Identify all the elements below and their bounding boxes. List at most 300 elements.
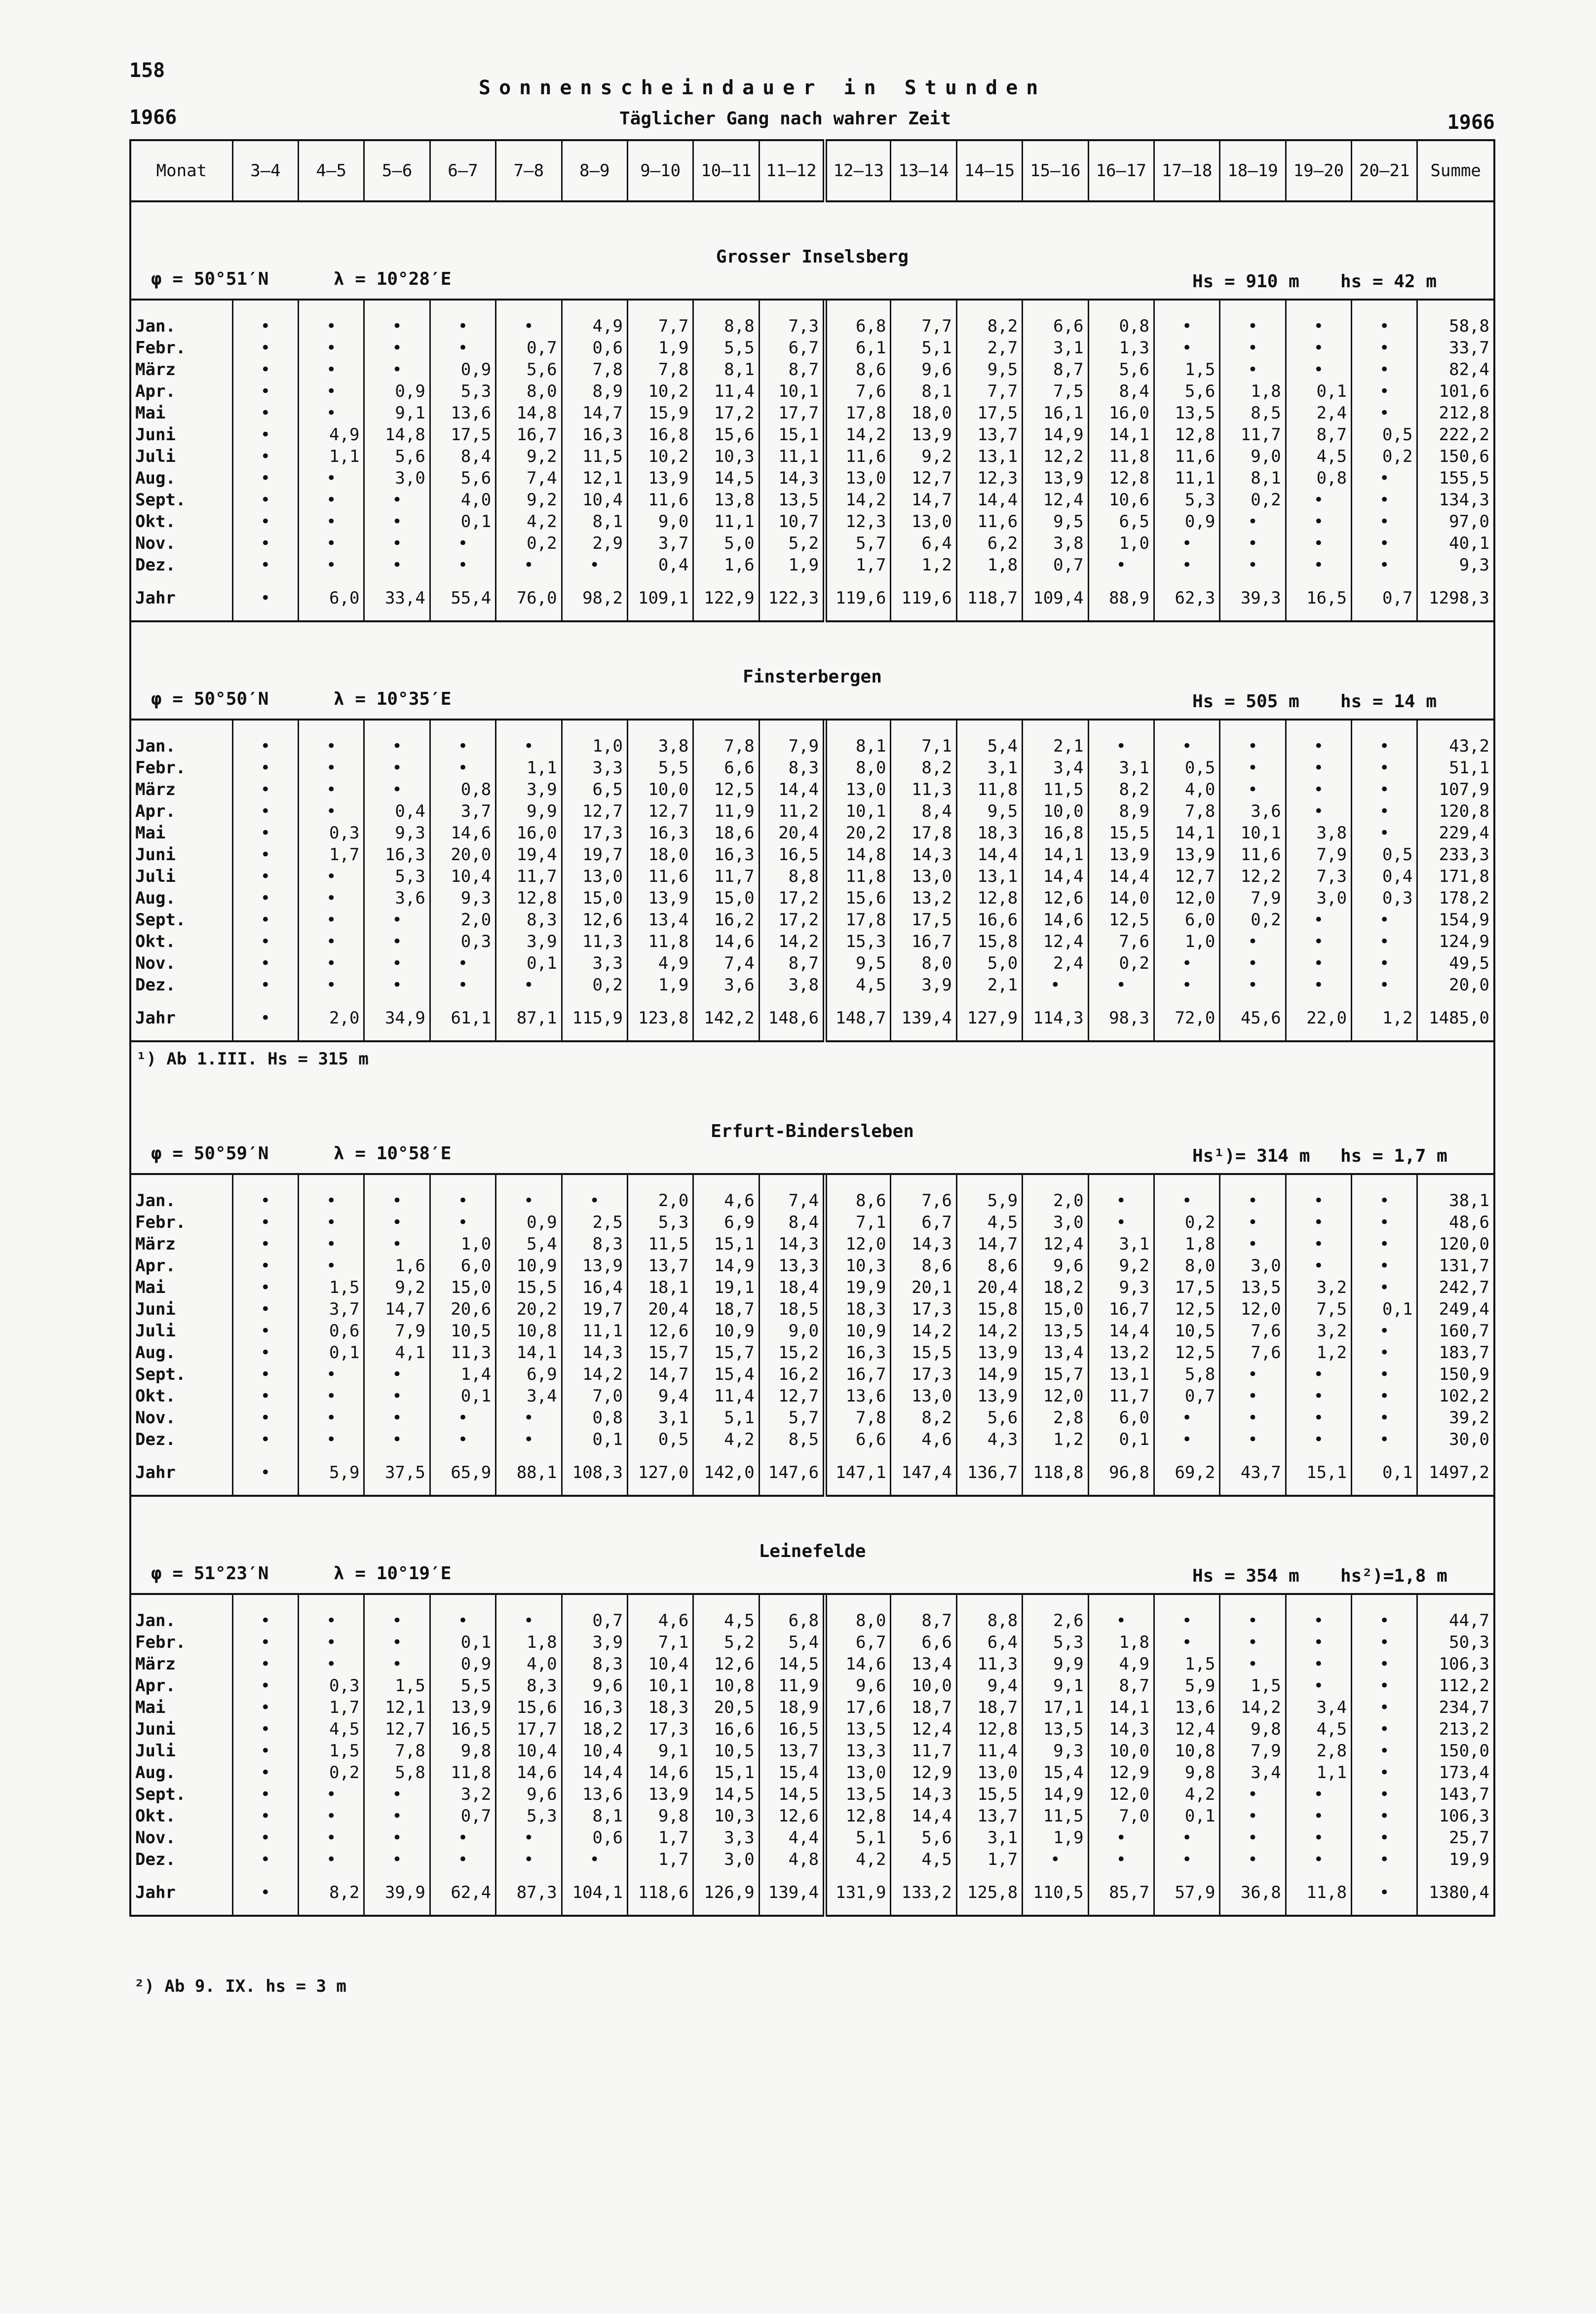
data-cell: 127,9 [956, 996, 1022, 1041]
data-cell: 6,8 [759, 1610, 825, 1631]
data-cell: 14,3 [759, 467, 825, 489]
data-cell: 13,5 [825, 1783, 891, 1805]
data-cell: 15,4 [759, 1762, 825, 1783]
data-cell: 16,8 [627, 424, 693, 446]
station-section [131, 1497, 1493, 1917]
data-cell: • [430, 735, 495, 757]
data-cell: 1,8 [1088, 1631, 1154, 1653]
data-cell: 120,8 [1417, 800, 1493, 822]
data-cell: 1,0 [1088, 532, 1154, 554]
data-cell: 5,5 [627, 757, 693, 779]
data-cell: • [232, 844, 298, 866]
data-cell: 13,4 [627, 909, 693, 931]
data-cell: 4,6 [693, 1190, 759, 1212]
data-cell: 150,9 [1417, 1364, 1493, 1385]
data-cell: 14,2 [759, 931, 825, 952]
row-label: Juli [135, 447, 176, 466]
data-cell: • [562, 1849, 627, 1870]
data-cell: • [1154, 532, 1219, 554]
data-cell: • [232, 1385, 298, 1407]
stations-container [131, 202, 1493, 1917]
month-row [131, 554, 1493, 576]
data-cell: 5,3 [1023, 1631, 1088, 1653]
data-cell: 4,3 [956, 1429, 1022, 1450]
data-cell: • [232, 1697, 298, 1718]
data-cell: 15,7 [693, 1342, 759, 1364]
data-cell: 114,3 [1023, 996, 1088, 1041]
data-cell: • [1286, 1675, 1351, 1697]
data-cell: 1,5 [1220, 1675, 1286, 1697]
data-cell: • [232, 1364, 298, 1385]
data-cell: 10,2 [627, 380, 693, 402]
data-cell: • [1286, 1805, 1351, 1827]
data-cell: • [1286, 1849, 1351, 1870]
data-cell: • [1352, 1849, 1417, 1870]
data-cell: 142,2 [693, 996, 759, 1041]
data-cell: 11,7 [1088, 1385, 1154, 1407]
data-cell: 118,7 [956, 576, 1022, 621]
month-row [131, 931, 1493, 952]
data-cell: 6,2 [956, 532, 1022, 554]
month-row [131, 424, 1493, 446]
data-cell: 88,9 [1088, 576, 1154, 621]
data-cell: 4,5 [1286, 1718, 1351, 1740]
row-label: Juli [135, 1321, 176, 1341]
data-cell: 5,4 [759, 1631, 825, 1653]
data-cell: 119,6 [825, 576, 891, 621]
month-row [131, 844, 1493, 866]
data-cell: 14,4 [1023, 866, 1088, 887]
data-cell: 115,9 [562, 996, 627, 1041]
data-cell: • [496, 315, 562, 337]
data-cell: 8,4 [1088, 380, 1154, 402]
data-cell: 1,4 [430, 1364, 495, 1385]
data-cell: 0,7 [1023, 554, 1088, 576]
month-row [131, 1429, 1493, 1450]
data-cell: 1,7 [627, 1827, 693, 1849]
month-row [131, 1407, 1493, 1429]
data-cell: 62,3 [1154, 576, 1219, 621]
data-cell: 13,5 [1023, 1718, 1088, 1740]
data-cell: • [430, 1610, 495, 1631]
data-cell: 12,8 [825, 1805, 891, 1827]
row-label: Sept. [135, 910, 186, 930]
data-cell: 20,4 [627, 1298, 693, 1320]
column-header: 15–16 [1023, 140, 1088, 201]
data-cell: 17,3 [891, 1298, 956, 1320]
row-label: März [135, 1654, 176, 1674]
data-cell: 4,8 [759, 1849, 825, 1870]
data-cell: 18,6 [693, 822, 759, 844]
data-cell: • [496, 1407, 562, 1429]
data-cell: 4,0 [1154, 779, 1219, 800]
data-cell: • [1286, 735, 1351, 757]
data-cell: 9,0 [1220, 446, 1286, 467]
data-cell: • [364, 1190, 430, 1212]
data-cell: 18,7 [693, 1298, 759, 1320]
data-cell: 11,8 [1286, 1870, 1351, 1916]
data-cell: 136,7 [956, 1450, 1022, 1496]
data-cell: 9,3 [1023, 1740, 1088, 1762]
data-cell: 0,7 [1352, 576, 1417, 621]
data-cell: 0,9 [1154, 511, 1219, 532]
data-cell: 14,8 [825, 844, 891, 866]
month-row [131, 735, 1493, 757]
station-name: Finsterbergen [743, 667, 882, 687]
data-cell: 12,5 [693, 779, 759, 800]
data-cell: 20,4 [759, 822, 825, 844]
data-cell: 118,6 [627, 1870, 693, 1916]
row-label: Aug. [135, 1343, 176, 1363]
data-cell: 9,2 [364, 1277, 430, 1298]
data-cell: • [299, 800, 364, 822]
data-cell: • [1286, 909, 1351, 931]
data-cell: 9,6 [1023, 1255, 1088, 1277]
data-cell: 5,9 [956, 1190, 1022, 1212]
row-label: Febr. [135, 1213, 186, 1232]
latitude: φ = 50°59′N [151, 1143, 269, 1164]
data-cell: • [299, 1653, 364, 1675]
data-cell: 1,8 [956, 554, 1022, 576]
data-cell: 0,3 [299, 822, 364, 844]
longitude: λ = 10°19′E [334, 1563, 452, 1584]
data-cell: 37,5 [364, 1450, 430, 1496]
data-cell: • [430, 1849, 495, 1870]
data-cell: 0,1 [299, 1342, 364, 1364]
data-cell: 13,9 [1023, 467, 1088, 489]
column-header: 4–5 [299, 140, 364, 201]
data-cell: • [232, 735, 298, 757]
month-row [131, 1675, 1493, 1697]
month-row [131, 1298, 1493, 1320]
data-cell: • [1154, 735, 1219, 757]
data-cell: • [1286, 554, 1351, 576]
data-cell: 4,0 [430, 489, 495, 511]
data-cell: • [1220, 554, 1286, 576]
data-cell: 4,6 [891, 1429, 956, 1450]
data-cell: 14,8 [364, 424, 430, 446]
data-cell: 14,6 [825, 1653, 891, 1675]
sensor-height: hs = 1,7 m [1340, 1146, 1447, 1166]
data-cell: 14,2 [891, 1320, 956, 1342]
data-cell: 14,5 [693, 467, 759, 489]
column-header: 19–20 [1286, 140, 1351, 201]
data-cell: 5,4 [956, 735, 1022, 757]
data-cell: 9,1 [1023, 1675, 1088, 1697]
data-cell: 4,9 [1088, 1653, 1154, 1675]
data-cell: • [496, 554, 562, 576]
data-cell: 15,5 [1088, 822, 1154, 844]
data-cell: 10,0 [1088, 1740, 1154, 1762]
data-cell: 13,9 [627, 1783, 693, 1805]
data-cell: 14,1 [1088, 424, 1154, 446]
data-cell: 98,2 [562, 576, 627, 621]
data-cell: 12,0 [1023, 1385, 1088, 1407]
data-cell: 7,1 [825, 1212, 891, 1233]
data-cell: 85,7 [1088, 1870, 1154, 1916]
data-cell: 8,8 [693, 315, 759, 337]
data-cell: 13,0 [562, 866, 627, 887]
data-cell: • [1352, 467, 1417, 489]
data-cell: • [1286, 1653, 1351, 1675]
data-cell: 7,8 [627, 359, 693, 380]
data-cell: 50,3 [1417, 1631, 1493, 1653]
data-cell: 10,2 [627, 446, 693, 467]
data-cell: 4,2 [1154, 1783, 1219, 1805]
month-row [131, 1320, 1493, 1342]
data-cell: • [1220, 1212, 1286, 1233]
data-cell: • [232, 800, 298, 822]
data-cell: • [299, 554, 364, 576]
data-cell: • [1352, 380, 1417, 402]
data-cell: 5,8 [364, 1762, 430, 1783]
data-cell: 9,6 [825, 1675, 891, 1697]
data-cell: • [430, 757, 495, 779]
data-cell: 11,1 [562, 1320, 627, 1342]
data-cell: 14,7 [364, 1298, 430, 1320]
data-cell: 7,9 [364, 1320, 430, 1342]
data-cell: 1,5 [364, 1675, 430, 1697]
data-cell: • [1352, 1762, 1417, 1783]
data-cell: 18,9 [759, 1697, 825, 1718]
data-cell: 8,2 [299, 1870, 364, 1916]
data-cell: 13,6 [825, 1385, 891, 1407]
data-cell: 5,6 [496, 359, 562, 380]
data-cell: 1,1 [1286, 1762, 1351, 1783]
data-cell: 9,0 [759, 1320, 825, 1342]
data-cell: 14,4 [759, 779, 825, 800]
data-cell: 12,4 [1023, 931, 1088, 952]
data-cell: 16,5 [759, 844, 825, 866]
data-cell: 7,4 [693, 952, 759, 974]
data-cell: 1,6 [693, 554, 759, 576]
row-label: Juni [135, 425, 176, 445]
data-cell: 16,0 [496, 822, 562, 844]
data-cell: • [1352, 1255, 1417, 1277]
data-cell: 0,8 [1088, 315, 1154, 337]
data-cell: • [1220, 952, 1286, 974]
row-label: Mai [135, 403, 166, 423]
data-cell: • [1286, 952, 1351, 974]
data-cell: 0,1 [562, 1429, 627, 1450]
data-cell: • [364, 489, 430, 511]
data-cell: 3,1 [1088, 1233, 1154, 1255]
column-header: 18–19 [1220, 140, 1286, 201]
data-cell: 12,2 [1220, 866, 1286, 887]
data-cell: 8,7 [1286, 424, 1351, 446]
data-cell: 16,2 [759, 1364, 825, 1385]
data-cell: 2,1 [1023, 735, 1088, 757]
data-cell: 15,9 [627, 402, 693, 424]
data-cell: 18,3 [956, 822, 1022, 844]
data-cell: 10,3 [693, 1805, 759, 1827]
data-cell: 5,1 [825, 1827, 891, 1849]
data-cell: 11,6 [956, 511, 1022, 532]
annual-total-row [131, 996, 1493, 1041]
data-cell: 45,6 [1220, 996, 1286, 1041]
data-cell: 3,1 [956, 1827, 1022, 1849]
data-cell: • [1154, 952, 1219, 974]
data-cell: 2,0 [1023, 1190, 1088, 1212]
data-cell: • [299, 1364, 364, 1385]
data-cell: 0,1 [1352, 1298, 1417, 1320]
data-cell: 13,1 [956, 866, 1022, 887]
data-cell: 11,1 [693, 511, 759, 532]
data-cell: • [299, 779, 364, 800]
data-cell: • [364, 315, 430, 337]
data-cell: 0,2 [1154, 1212, 1219, 1233]
data-cell: 5,6 [430, 467, 495, 489]
data-cell: • [1286, 974, 1351, 996]
data-cell: 7,9 [759, 735, 825, 757]
data-cell: 8,3 [562, 1233, 627, 1255]
data-cell: 14,5 [759, 1653, 825, 1675]
data-cell: 14,2 [825, 489, 891, 511]
row-label: Apr. [135, 1676, 176, 1696]
data-cell: • [1352, 1631, 1417, 1653]
data-cell: • [1220, 315, 1286, 337]
data-cell: • [1352, 974, 1417, 996]
data-cell: 3,1 [956, 757, 1022, 779]
data-cell: 8,6 [825, 1190, 891, 1212]
data-cell: 7,4 [759, 1190, 825, 1212]
data-cell: 1,2 [1352, 996, 1417, 1041]
data-cell: 18,5 [759, 1298, 825, 1320]
data-cell: 6,0 [299, 576, 364, 621]
spacer-row [131, 301, 1493, 315]
data-cell: 12,3 [825, 511, 891, 532]
data-cell: • [1286, 1255, 1351, 1277]
data-cell: • [1220, 1783, 1286, 1805]
data-cell: • [299, 359, 364, 380]
data-cell: 0,7 [496, 337, 562, 359]
data-cell: 11,7 [1220, 424, 1286, 446]
data-cell: 0,4 [627, 554, 693, 576]
data-cell: 108,3 [562, 1450, 627, 1496]
data-cell: • [232, 1233, 298, 1255]
data-cell: 0,5 [1352, 424, 1417, 446]
data-cell: 7,6 [1220, 1342, 1286, 1364]
data-cell: 3,1 [1088, 757, 1154, 779]
data-cell: • [232, 1277, 298, 1298]
data-cell: 6,4 [891, 532, 956, 554]
data-cell: • [364, 1849, 430, 1870]
data-cell: 3,4 [1023, 757, 1088, 779]
data-cell: 122,3 [759, 576, 825, 621]
data-cell: • [1352, 315, 1417, 337]
data-cell: 0,3 [299, 1675, 364, 1697]
data-cell: 13,3 [759, 1255, 825, 1277]
data-cell: 1,2 [891, 554, 956, 576]
data-cell: 3,8 [759, 974, 825, 996]
data-cell: 14,7 [627, 1364, 693, 1385]
data-cell: 229,4 [1417, 822, 1493, 844]
data-cell: 55,4 [430, 576, 495, 621]
data-cell: 16,8 [1023, 822, 1088, 844]
data-cell: • [1352, 1653, 1417, 1675]
data-cell: 3,6 [364, 887, 430, 909]
data-cell: • [232, 467, 298, 489]
data-cell: 13,5 [825, 1718, 891, 1740]
row-label: Febr. [135, 1632, 186, 1652]
data-cell: 43,2 [1417, 735, 1493, 757]
data-cell: • [1220, 1653, 1286, 1675]
data-cell: 20,5 [693, 1697, 759, 1718]
row-label: Apr. [135, 381, 176, 401]
data-cell: 8,6 [956, 1255, 1022, 1277]
data-cell: 12,8 [496, 887, 562, 909]
data-cell: 13,6 [562, 1783, 627, 1805]
data-cell: • [232, 424, 298, 446]
data-cell: 1,5 [1154, 359, 1219, 380]
data-cell: 3,0 [1220, 1255, 1286, 1277]
data-cell: 3,7 [627, 532, 693, 554]
month-row [131, 1610, 1493, 1631]
row-label: Sept. [135, 490, 186, 510]
data-cell: 18,4 [759, 1277, 825, 1298]
data-cell: • [1220, 1385, 1286, 1407]
data-cell: 14,6 [1023, 909, 1088, 931]
month-row [131, 800, 1493, 822]
data-cell: 7,6 [825, 380, 891, 402]
data-cell: 2,8 [1023, 1407, 1088, 1429]
row-label: Juli [135, 867, 176, 886]
data-cell: 5,8 [1154, 1364, 1219, 1385]
data-cell: 133,2 [891, 1870, 956, 1916]
data-cell: 2,5 [562, 1212, 627, 1233]
data-cell: • [1286, 1783, 1351, 1805]
data-cell: 8,7 [1023, 359, 1088, 380]
data-cell: 8,6 [825, 359, 891, 380]
station-data-table [131, 301, 1493, 622]
data-cell: • [1088, 1849, 1154, 1870]
data-cell: 5,6 [1088, 359, 1154, 380]
data-cell: 8,4 [891, 800, 956, 822]
data-cell: 17,1 [1023, 1697, 1088, 1718]
data-cell: • [1154, 554, 1219, 576]
data-cell: 8,1 [562, 511, 627, 532]
data-cell: 12,4 [1023, 489, 1088, 511]
data-cell: 1,6 [364, 1255, 430, 1277]
month-row [131, 909, 1493, 931]
data-cell: 2,4 [1286, 402, 1351, 424]
data-cell: 15,4 [693, 1364, 759, 1385]
data-cell: • [1220, 1849, 1286, 1870]
row-label: Apr. [135, 801, 176, 821]
data-cell: 2,0 [430, 909, 495, 931]
column-header: 17–18 [1154, 140, 1219, 201]
data-cell: 147,4 [891, 1450, 956, 1496]
data-cell: 8,5 [759, 1429, 825, 1450]
month-row [131, 1827, 1493, 1849]
row-label: Okt. [135, 1386, 176, 1406]
data-cell: 7,7 [891, 315, 956, 337]
data-cell: • [232, 1762, 298, 1783]
data-cell: • [299, 1255, 364, 1277]
data-cell: 12,8 [1154, 424, 1219, 446]
data-cell: 18,7 [891, 1697, 956, 1718]
data-cell: 14,6 [693, 931, 759, 952]
data-cell: 14,3 [891, 844, 956, 866]
data-cell: 13,0 [891, 866, 956, 887]
station-header [131, 622, 1493, 721]
data-cell: 13,4 [1023, 1342, 1088, 1364]
column-header: 7–8 [496, 140, 562, 201]
data-cell: 14,8 [496, 402, 562, 424]
data-cell: 5,1 [693, 1407, 759, 1429]
data-cell: 4,9 [299, 424, 364, 446]
data-cell: • [364, 1385, 430, 1407]
